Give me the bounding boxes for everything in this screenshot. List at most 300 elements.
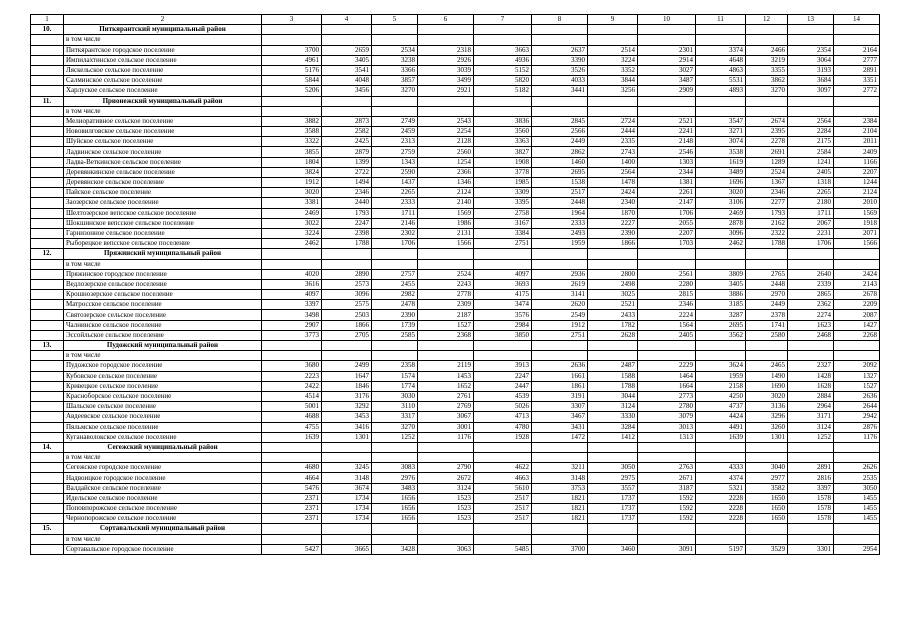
value-cell: 3124	[588, 402, 638, 412]
value-cell: 1986	[418, 218, 474, 228]
empty-cell	[834, 25, 880, 35]
empty-cell	[262, 96, 322, 106]
value-cell: 3309	[474, 188, 532, 198]
value-cell: 1412	[588, 432, 638, 442]
empty-cell	[474, 351, 532, 361]
value-cell: 3187	[638, 483, 696, 493]
empty-cell	[372, 25, 418, 35]
district-name: Питкярантский муниципальный район	[64, 25, 262, 35]
value-cell: 3700	[532, 544, 588, 554]
empty-cell	[372, 249, 418, 259]
value-cell: 2340	[588, 198, 638, 208]
value-cell: 3193	[788, 65, 834, 75]
settlement-name: Мелиоративное сельское поселение	[64, 116, 262, 126]
value-cell: 4688	[262, 412, 322, 422]
empty-cell	[372, 35, 418, 45]
value-cell: 2207	[638, 228, 696, 238]
value-cell: 3039	[418, 65, 474, 75]
settlement-name: Надвоицкое городское поселение	[64, 473, 262, 483]
value-cell: 3025	[588, 290, 638, 300]
value-cell: 2254	[418, 127, 474, 137]
empty-cell	[372, 341, 418, 351]
value-cell: 1788	[322, 239, 372, 249]
value-cell: 3292	[322, 402, 372, 412]
empty-cell	[532, 524, 588, 534]
value-cell: 1289	[746, 157, 788, 167]
empty-cell	[31, 371, 64, 381]
district-number: 10.	[31, 25, 64, 35]
value-cell: 2140	[418, 198, 474, 208]
value-cell: 1569	[834, 208, 880, 218]
value-cell: 2055	[638, 218, 696, 228]
value-cell: 2984	[474, 320, 532, 330]
value-cell: 4374	[696, 473, 746, 483]
value-cell: 1985	[474, 178, 532, 188]
value-cell: 2087	[834, 310, 880, 320]
empty-cell	[31, 351, 64, 361]
value-cell: 1711	[372, 208, 418, 218]
value-cell: 2751	[474, 239, 532, 249]
column-number-cell: 11	[696, 15, 746, 25]
value-cell: 5152	[474, 65, 532, 75]
empty-cell	[696, 341, 746, 351]
district-number: 11.	[31, 96, 64, 106]
empty-cell	[31, 157, 64, 167]
value-cell: 3366	[372, 65, 418, 75]
empty-cell	[746, 341, 788, 351]
empty-cell	[746, 534, 788, 544]
settlement-name: Заозерское сельское поселение	[64, 198, 262, 208]
value-cell: 3576	[474, 310, 532, 320]
value-cell: 1912	[532, 320, 588, 330]
district-number: 15.	[31, 524, 64, 534]
empty-cell	[31, 188, 64, 198]
value-cell: 2462	[696, 239, 746, 249]
value-cell: 3096	[322, 290, 372, 300]
empty-cell	[474, 453, 532, 463]
empty-cell	[696, 524, 746, 534]
empty-cell	[322, 453, 372, 463]
value-cell: 2521	[638, 116, 696, 126]
empty-cell	[588, 249, 638, 259]
value-cell: 2148	[638, 137, 696, 147]
value-cell: 3616	[262, 279, 322, 289]
district-row	[31, 524, 880, 534]
empty-cell	[418, 259, 474, 269]
value-cell: 3674	[322, 483, 372, 493]
value-cell: 2224	[638, 310, 696, 320]
value-cell: 1455	[834, 514, 880, 524]
empty-cell	[262, 534, 322, 544]
empty-cell	[322, 341, 372, 351]
value-cell: 2268	[834, 330, 880, 340]
value-cell: 2891	[788, 463, 834, 473]
empty-cell	[31, 55, 64, 65]
empty-cell	[588, 25, 638, 35]
value-cell: 5476	[262, 483, 322, 493]
settlement-name: Деревянское сельское поселение	[64, 178, 262, 188]
value-cell: 2424	[588, 188, 638, 198]
value-cell: 4048	[322, 76, 372, 86]
value-cell: 1494	[322, 178, 372, 188]
value-cell: 1788	[746, 239, 788, 249]
value-cell: 1527	[418, 320, 474, 330]
empty-cell	[696, 96, 746, 106]
value-cell: 2524	[746, 167, 788, 177]
empty-cell	[262, 259, 322, 269]
value-cell: 3526	[532, 65, 588, 75]
value-cell: 1523	[418, 514, 474, 524]
empty-cell	[31, 473, 64, 483]
value-cell: 3483	[372, 483, 418, 493]
value-cell: 3560	[474, 127, 532, 137]
value-cell: 2104	[834, 127, 880, 137]
column-number-cell: 1	[31, 15, 64, 25]
value-cell: 1737	[588, 493, 638, 503]
empty-cell	[532, 453, 588, 463]
district-name: Пряжинский муниципальный район	[64, 249, 262, 259]
value-cell: 2964	[788, 402, 834, 412]
settlement-name: Пряжинское городское поселение	[64, 269, 262, 279]
value-cell: 2695	[532, 167, 588, 177]
value-cell: 1912	[262, 178, 322, 188]
value-cell: 2884	[788, 391, 834, 401]
value-cell: 3256	[588, 86, 638, 96]
empty-cell	[696, 534, 746, 544]
value-cell: 1252	[372, 432, 418, 442]
value-cell: 3352	[588, 65, 638, 75]
value-cell: 3096	[696, 228, 746, 238]
empty-cell	[31, 228, 64, 238]
empty-cell	[588, 35, 638, 45]
empty-cell	[834, 35, 880, 45]
settlement-name: Сегежское городское поселение	[64, 463, 262, 473]
value-cell: 3855	[262, 147, 322, 157]
value-cell: 1804	[262, 157, 322, 167]
table-row	[31, 167, 880, 177]
value-cell: 3351	[834, 76, 880, 86]
settlement-name: Идельское сельское поселение	[64, 493, 262, 503]
settlement-name: Чалнинское сельское поселение	[64, 320, 262, 330]
value-cell: 2564	[588, 167, 638, 177]
empty-cell	[788, 96, 834, 106]
value-cell: 2261	[638, 188, 696, 198]
value-cell: 3020	[746, 391, 788, 401]
value-cell: 2751	[532, 330, 588, 340]
settlement-name: Шуйское сельское поселение	[64, 137, 262, 147]
value-cell: 2447	[474, 381, 532, 391]
table-row	[31, 412, 880, 422]
value-cell: 3489	[696, 167, 746, 177]
empty-cell	[322, 534, 372, 544]
value-cell: 2092	[834, 361, 880, 371]
value-cell: 3395	[474, 198, 532, 208]
value-cell: 3882	[262, 116, 322, 126]
value-cell: 2346	[638, 300, 696, 310]
value-cell: 1703	[638, 239, 696, 249]
empty-cell	[322, 96, 372, 106]
value-cell: 3185	[696, 300, 746, 310]
empty-cell	[638, 534, 696, 544]
value-cell: 3245	[322, 463, 372, 473]
empty-cell	[474, 25, 532, 35]
value-cell: 3700	[262, 45, 322, 55]
settlement-name: Деревянкинское сельское поселение	[64, 167, 262, 177]
value-cell: 2907	[262, 320, 322, 330]
settlement-name: Питкярантское городское поселение	[64, 45, 262, 55]
value-cell: 4033	[532, 76, 588, 86]
value-cell: 2815	[638, 290, 696, 300]
empty-cell	[322, 259, 372, 269]
value-cell: 1696	[696, 178, 746, 188]
value-cell: 3588	[262, 127, 322, 137]
value-cell: 1569	[418, 208, 474, 218]
settlement-name: Кривецкое сельское поселение	[64, 381, 262, 391]
empty-cell	[588, 259, 638, 269]
value-cell: 4713	[474, 412, 532, 422]
value-cell: 2942	[834, 412, 880, 422]
value-cell: 2333	[372, 198, 418, 208]
value-cell: 3467	[532, 412, 588, 422]
value-cell: 1538	[532, 178, 588, 188]
value-cell: 2674	[746, 116, 788, 126]
value-cell: 2765	[746, 269, 788, 279]
empty-cell	[31, 65, 64, 75]
value-cell: 2378	[746, 310, 788, 320]
value-cell: 2777	[834, 55, 880, 65]
table-row	[31, 228, 880, 238]
including-label: в том числе	[64, 351, 262, 361]
value-cell: 3106	[696, 198, 746, 208]
value-cell: 5197	[696, 544, 746, 554]
value-cell: 3074	[696, 137, 746, 147]
value-cell: 1821	[532, 514, 588, 524]
value-cell: 3441	[532, 86, 588, 96]
empty-cell	[834, 341, 880, 351]
document-sheet	[30, 14, 880, 555]
value-cell: 3050	[834, 483, 880, 493]
value-cell: 2560	[418, 147, 474, 157]
value-cell: 1619	[696, 157, 746, 167]
value-cell: 2231	[788, 228, 834, 238]
value-cell: 2390	[588, 228, 638, 238]
value-cell: 2010	[834, 198, 880, 208]
value-cell: 2546	[638, 147, 696, 157]
empty-cell	[262, 524, 322, 534]
value-cell: 2636	[834, 391, 880, 401]
value-cell: 3381	[262, 198, 322, 208]
value-cell: 3067	[418, 412, 474, 422]
value-cell: 2277	[746, 198, 788, 208]
value-cell: 2422	[262, 381, 322, 391]
value-cell: 3124	[418, 483, 474, 493]
value-cell: 1870	[588, 208, 638, 218]
empty-cell	[834, 442, 880, 452]
value-cell: 2147	[638, 198, 696, 208]
empty-cell	[31, 76, 64, 86]
value-cell: 2223	[262, 371, 322, 381]
value-cell: 3374	[696, 45, 746, 55]
empty-cell	[31, 432, 64, 442]
column-number-cell: 5	[372, 15, 418, 25]
table-row	[31, 371, 880, 381]
settlement-name: Ведлозерское сельское поселение	[64, 279, 262, 289]
empty-cell	[474, 96, 532, 106]
including-label: в том числе	[64, 534, 262, 544]
empty-cell	[588, 442, 638, 452]
value-cell: 2164	[834, 45, 880, 55]
value-cell: 3428	[372, 544, 418, 554]
empty-cell	[588, 351, 638, 361]
value-cell: 2162	[746, 218, 788, 228]
value-cell: 3301	[788, 544, 834, 554]
value-cell: 2695	[696, 320, 746, 330]
value-cell: 3097	[788, 86, 834, 96]
value-cell: 3680	[262, 361, 322, 371]
empty-cell	[638, 341, 696, 351]
empty-cell	[31, 127, 64, 137]
empty-cell	[474, 106, 532, 116]
value-cell: 3063	[418, 544, 474, 554]
value-cell: 2187	[418, 310, 474, 320]
value-cell: 2207	[834, 167, 880, 177]
value-cell: 2763	[638, 463, 696, 473]
value-cell: 1318	[788, 178, 834, 188]
district-row	[31, 96, 880, 106]
value-cell: 2354	[788, 45, 834, 55]
value-cell: 2580	[746, 330, 788, 340]
value-cell: 2499	[322, 361, 372, 371]
empty-cell	[834, 106, 880, 116]
value-cell: 2672	[418, 473, 474, 483]
empty-cell	[418, 96, 474, 106]
empty-cell	[788, 35, 834, 45]
value-cell: 3541	[322, 65, 372, 75]
value-cell: 3191	[532, 391, 588, 401]
value-cell: 3296	[746, 412, 788, 422]
value-cell: 2067	[788, 218, 834, 228]
empty-cell	[322, 35, 372, 45]
empty-cell	[638, 524, 696, 534]
value-cell: 2241	[638, 127, 696, 137]
value-cell: 2780	[638, 402, 696, 412]
value-cell: 2705	[322, 330, 372, 340]
value-cell: 3857	[372, 76, 418, 86]
value-cell: 2620	[532, 300, 588, 310]
value-cell: 1774	[372, 381, 418, 391]
value-cell: 3171	[788, 412, 834, 422]
data-table	[30, 14, 880, 555]
value-cell: 2339	[788, 279, 834, 289]
value-cell: 2448	[532, 198, 588, 208]
empty-cell	[834, 524, 880, 534]
value-cell: 2865	[788, 290, 834, 300]
table-row	[31, 198, 880, 208]
value-cell: 3886	[696, 290, 746, 300]
value-cell: 3141	[532, 290, 588, 300]
including-row	[31, 534, 880, 544]
value-cell: 2626	[834, 463, 880, 473]
value-cell: 3124	[788, 422, 834, 432]
value-cell: 3064	[788, 55, 834, 65]
empty-cell	[696, 351, 746, 361]
value-cell: 2862	[532, 147, 588, 157]
table-row	[31, 310, 880, 320]
empty-cell	[746, 524, 788, 534]
empty-cell	[31, 198, 64, 208]
empty-cell	[532, 259, 588, 269]
value-cell: 4961	[262, 55, 322, 65]
table-row	[31, 76, 880, 86]
settlement-name: Валдайское сельское поселение	[64, 483, 262, 493]
table-row	[31, 86, 880, 96]
including-label: в том числе	[64, 106, 262, 116]
value-cell: 1400	[588, 157, 638, 167]
empty-cell	[322, 442, 372, 452]
value-cell: 1460	[532, 157, 588, 167]
value-cell: 4664	[262, 473, 322, 483]
value-cell: 1661	[532, 371, 588, 381]
empty-cell	[418, 249, 474, 259]
value-cell: 2346	[322, 188, 372, 198]
empty-cell	[474, 524, 532, 534]
value-cell: 3027	[638, 65, 696, 75]
value-cell: 2309	[418, 300, 474, 310]
value-cell: 2478	[372, 300, 418, 310]
empty-cell	[834, 259, 880, 269]
value-cell: 1846	[322, 381, 372, 391]
table-row	[31, 290, 880, 300]
empty-cell	[31, 106, 64, 116]
value-cell: 4175	[474, 290, 532, 300]
value-cell: 2265	[372, 188, 418, 198]
settlement-name: Матросское сельское поселение	[64, 300, 262, 310]
value-cell: 2124	[418, 188, 474, 198]
empty-cell	[418, 442, 474, 452]
district-name: Прионежский муниципальный район	[64, 96, 262, 106]
value-cell: 3050	[588, 463, 638, 473]
value-cell: 2371	[262, 493, 322, 503]
value-cell: 1453	[418, 371, 474, 381]
settlement-name: Чернопорожское сельское поселение	[64, 514, 262, 524]
value-cell: 4514	[262, 391, 322, 401]
value-cell: 1464	[638, 371, 696, 381]
settlement-name: Импилахтинское сельское поселение	[64, 55, 262, 65]
settlement-name: Святозерское сельское поселение	[64, 310, 262, 320]
empty-cell	[31, 534, 64, 544]
table-row	[31, 483, 880, 493]
empty-cell	[696, 35, 746, 45]
empty-cell	[788, 534, 834, 544]
empty-cell	[418, 25, 474, 35]
column-number-cell: 10	[638, 15, 696, 25]
value-cell: 2724	[588, 116, 638, 126]
including-row	[31, 106, 880, 116]
value-cell: 1656	[372, 504, 418, 514]
empty-cell	[532, 25, 588, 35]
table-row	[31, 463, 880, 473]
value-cell: 2582	[322, 127, 372, 137]
value-cell: 2462	[262, 239, 322, 249]
empty-cell	[262, 106, 322, 116]
value-cell: 2301	[638, 45, 696, 55]
value-cell: 5206	[262, 86, 322, 96]
district-row	[31, 25, 880, 35]
empty-cell	[638, 25, 696, 35]
value-cell: 1866	[322, 320, 372, 330]
value-cell: 3355	[746, 65, 788, 75]
value-cell: 1254	[418, 157, 474, 167]
